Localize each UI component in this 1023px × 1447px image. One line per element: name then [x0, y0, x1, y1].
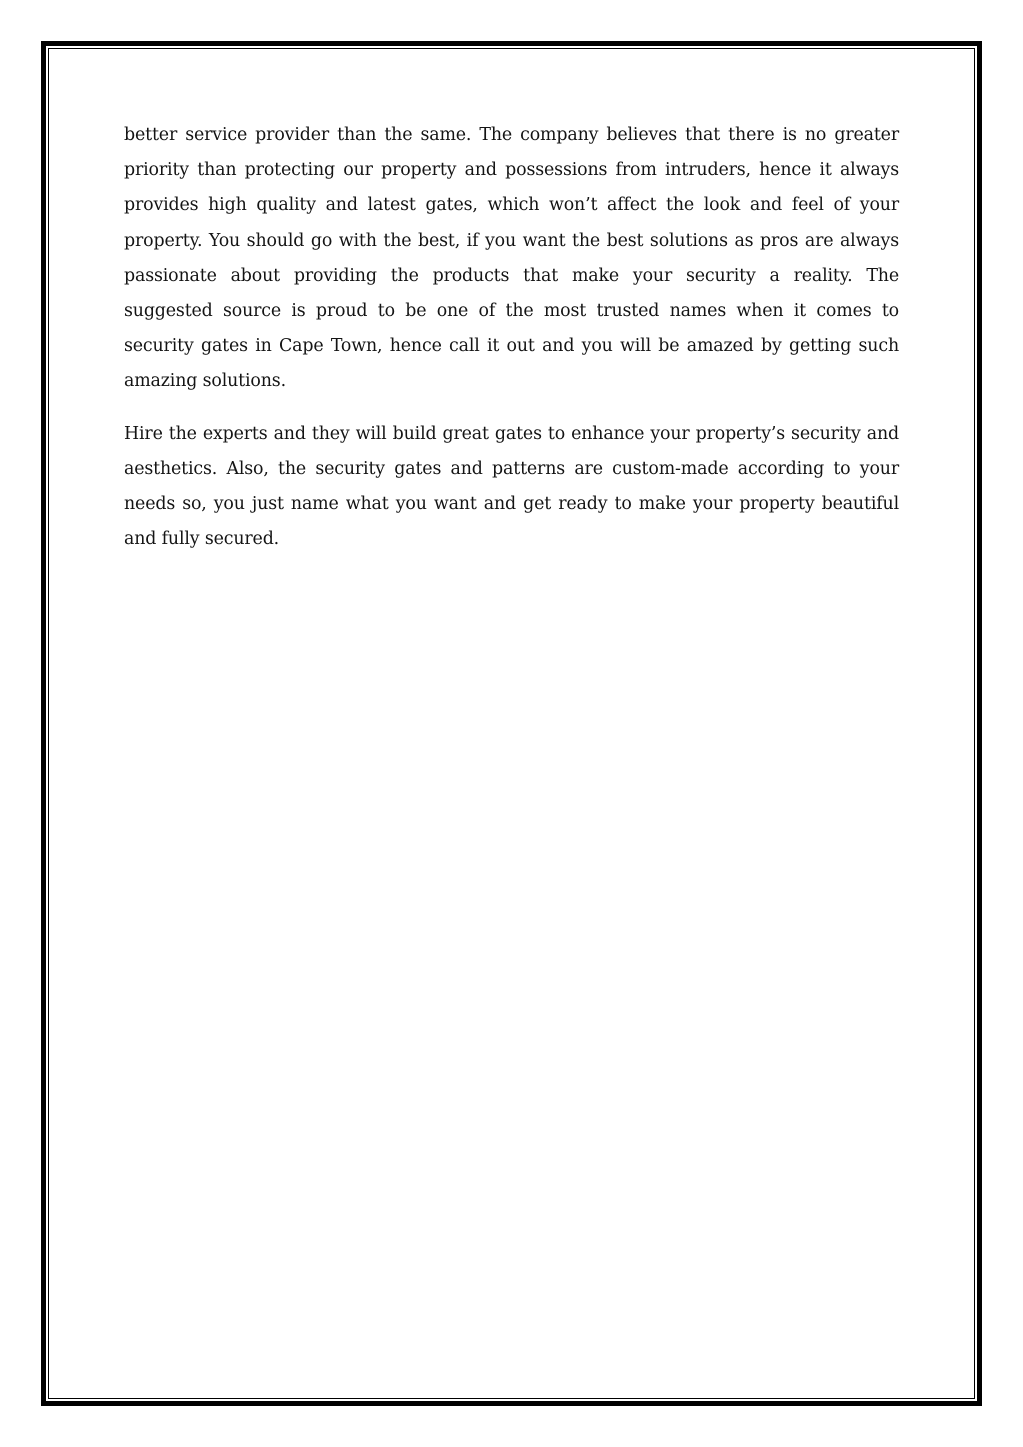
paragraph-2: Hire the experts and they will build great gates to enhance your property’s security and aesthetics. Also, the security gates and patterns are custom-made according to your needs so, you just name what you want and get ready to make your property beautiful and fully secured.: [124, 423, 899, 550]
document-body: [124, 118, 899, 574]
paragraph-1: better service provider than the same. The company believes that there is no greater priority than protecting our property and possessions from intruders, hence it always provides high quality and latest gates, which won’t affect the look and feel of your property. You should go with the best, if you want the best solutions as pros are always passionate about providing the products that make your security a reality. The suggested source is proud to be one of the most trusted names when it comes to security gates in Cape Town, hence call it out and you will be amazed by getting such amazing solutions.: [124, 125, 899, 392]
